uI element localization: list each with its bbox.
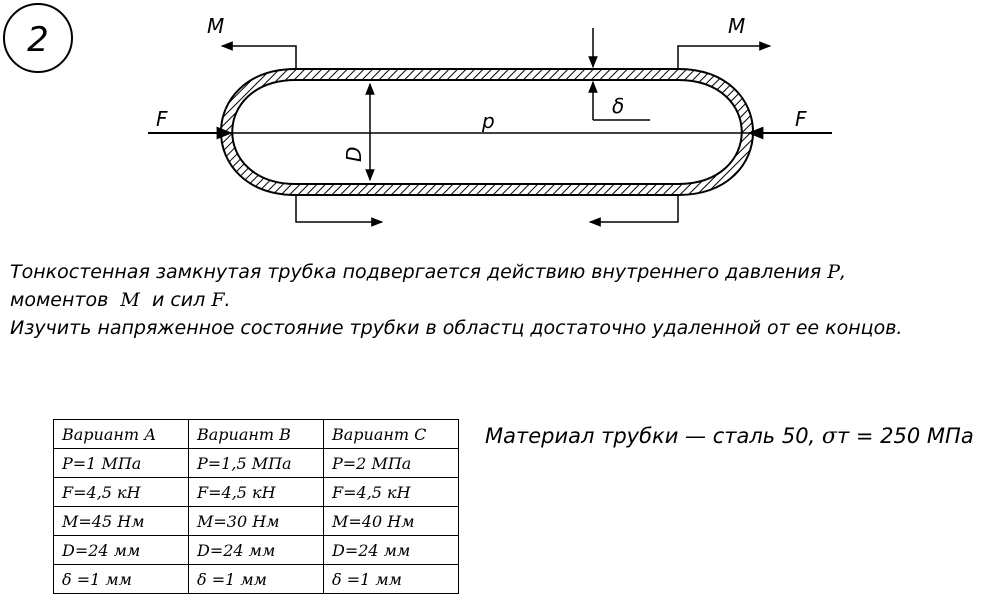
left-moment-bottom: [296, 195, 382, 222]
material-note: [485, 424, 974, 449]
table-row: [54, 536, 459, 565]
table-row: [54, 565, 459, 594]
statement-text-2: моментов: [10, 289, 109, 311]
table-cell: δ =1 мм: [189, 565, 324, 594]
table-cell: M=30 Нм: [189, 507, 324, 536]
diameter-label: D: [342, 146, 366, 162]
header-cell: Вариант В: [189, 420, 324, 449]
tube-diagram: [0, 0, 1000, 250]
table-cell: D=24 мм: [324, 536, 459, 565]
right-moment-top: [678, 46, 770, 69]
material-value: = 250 МПа: [855, 424, 974, 448]
sigma-subscript: т: [836, 424, 850, 448]
moment-right-label: M: [728, 14, 746, 38]
statement-line-3: Изучить напряженное состояние трубки в областц достаточно удаленной от ее концов.: [10, 317, 903, 339]
material-prefix: Материал трубки — сталь 50,: [485, 424, 816, 448]
variants-table: [53, 419, 459, 594]
statement-line-2: [10, 286, 995, 314]
statement-line2-end: .: [224, 289, 231, 311]
table-row: [54, 507, 459, 536]
pressure-symbol: P: [827, 261, 840, 283]
moment-left-label: M: [207, 14, 225, 38]
moment-symbol: M: [120, 289, 140, 311]
table-cell: F=4,5 кН: [54, 478, 189, 507]
left-moment-top: [222, 46, 296, 69]
pressure-label: p: [482, 109, 495, 133]
table-row: [54, 449, 459, 478]
table-cell: P=2 МПа: [324, 449, 459, 478]
statement-and: и сил: [151, 289, 206, 311]
table-cell: F=4,5 кН: [189, 478, 324, 507]
table-header-row: [54, 420, 459, 449]
statement-text-1: Тонкостенная замкнутая трубка подвергается действию внутреннего давления: [10, 261, 822, 283]
force-right-label: F: [795, 107, 807, 131]
problem-statement: [10, 258, 995, 342]
table-cell: M=45 Нм: [54, 507, 189, 536]
table-cell: D=24 мм: [189, 536, 324, 565]
force-symbol: F: [211, 289, 225, 311]
table-cell: M=40 Нм: [324, 507, 459, 536]
right-moment-bottom: [590, 195, 678, 222]
sigma-symbol: σ: [821, 424, 837, 449]
table-cell: F=4,5 кН: [324, 478, 459, 507]
header-cell: Вариант С: [324, 420, 459, 449]
problem-number: 2: [27, 20, 49, 60]
header-cell: Вариант А: [54, 420, 189, 449]
force-left-label: F: [156, 107, 168, 131]
thickness-label: δ: [612, 94, 625, 118]
table-cell: δ =1 мм: [324, 565, 459, 594]
table-cell: P=1 МПа: [54, 449, 189, 478]
statement-line1-end: ,: [839, 261, 847, 283]
statement-line-1: [10, 258, 995, 286]
table-cell: P=1,5 МПа: [189, 449, 324, 478]
table-row: [54, 478, 459, 507]
table-cell: D=24 мм: [54, 536, 189, 565]
table-cell: δ =1 мм: [54, 565, 189, 594]
